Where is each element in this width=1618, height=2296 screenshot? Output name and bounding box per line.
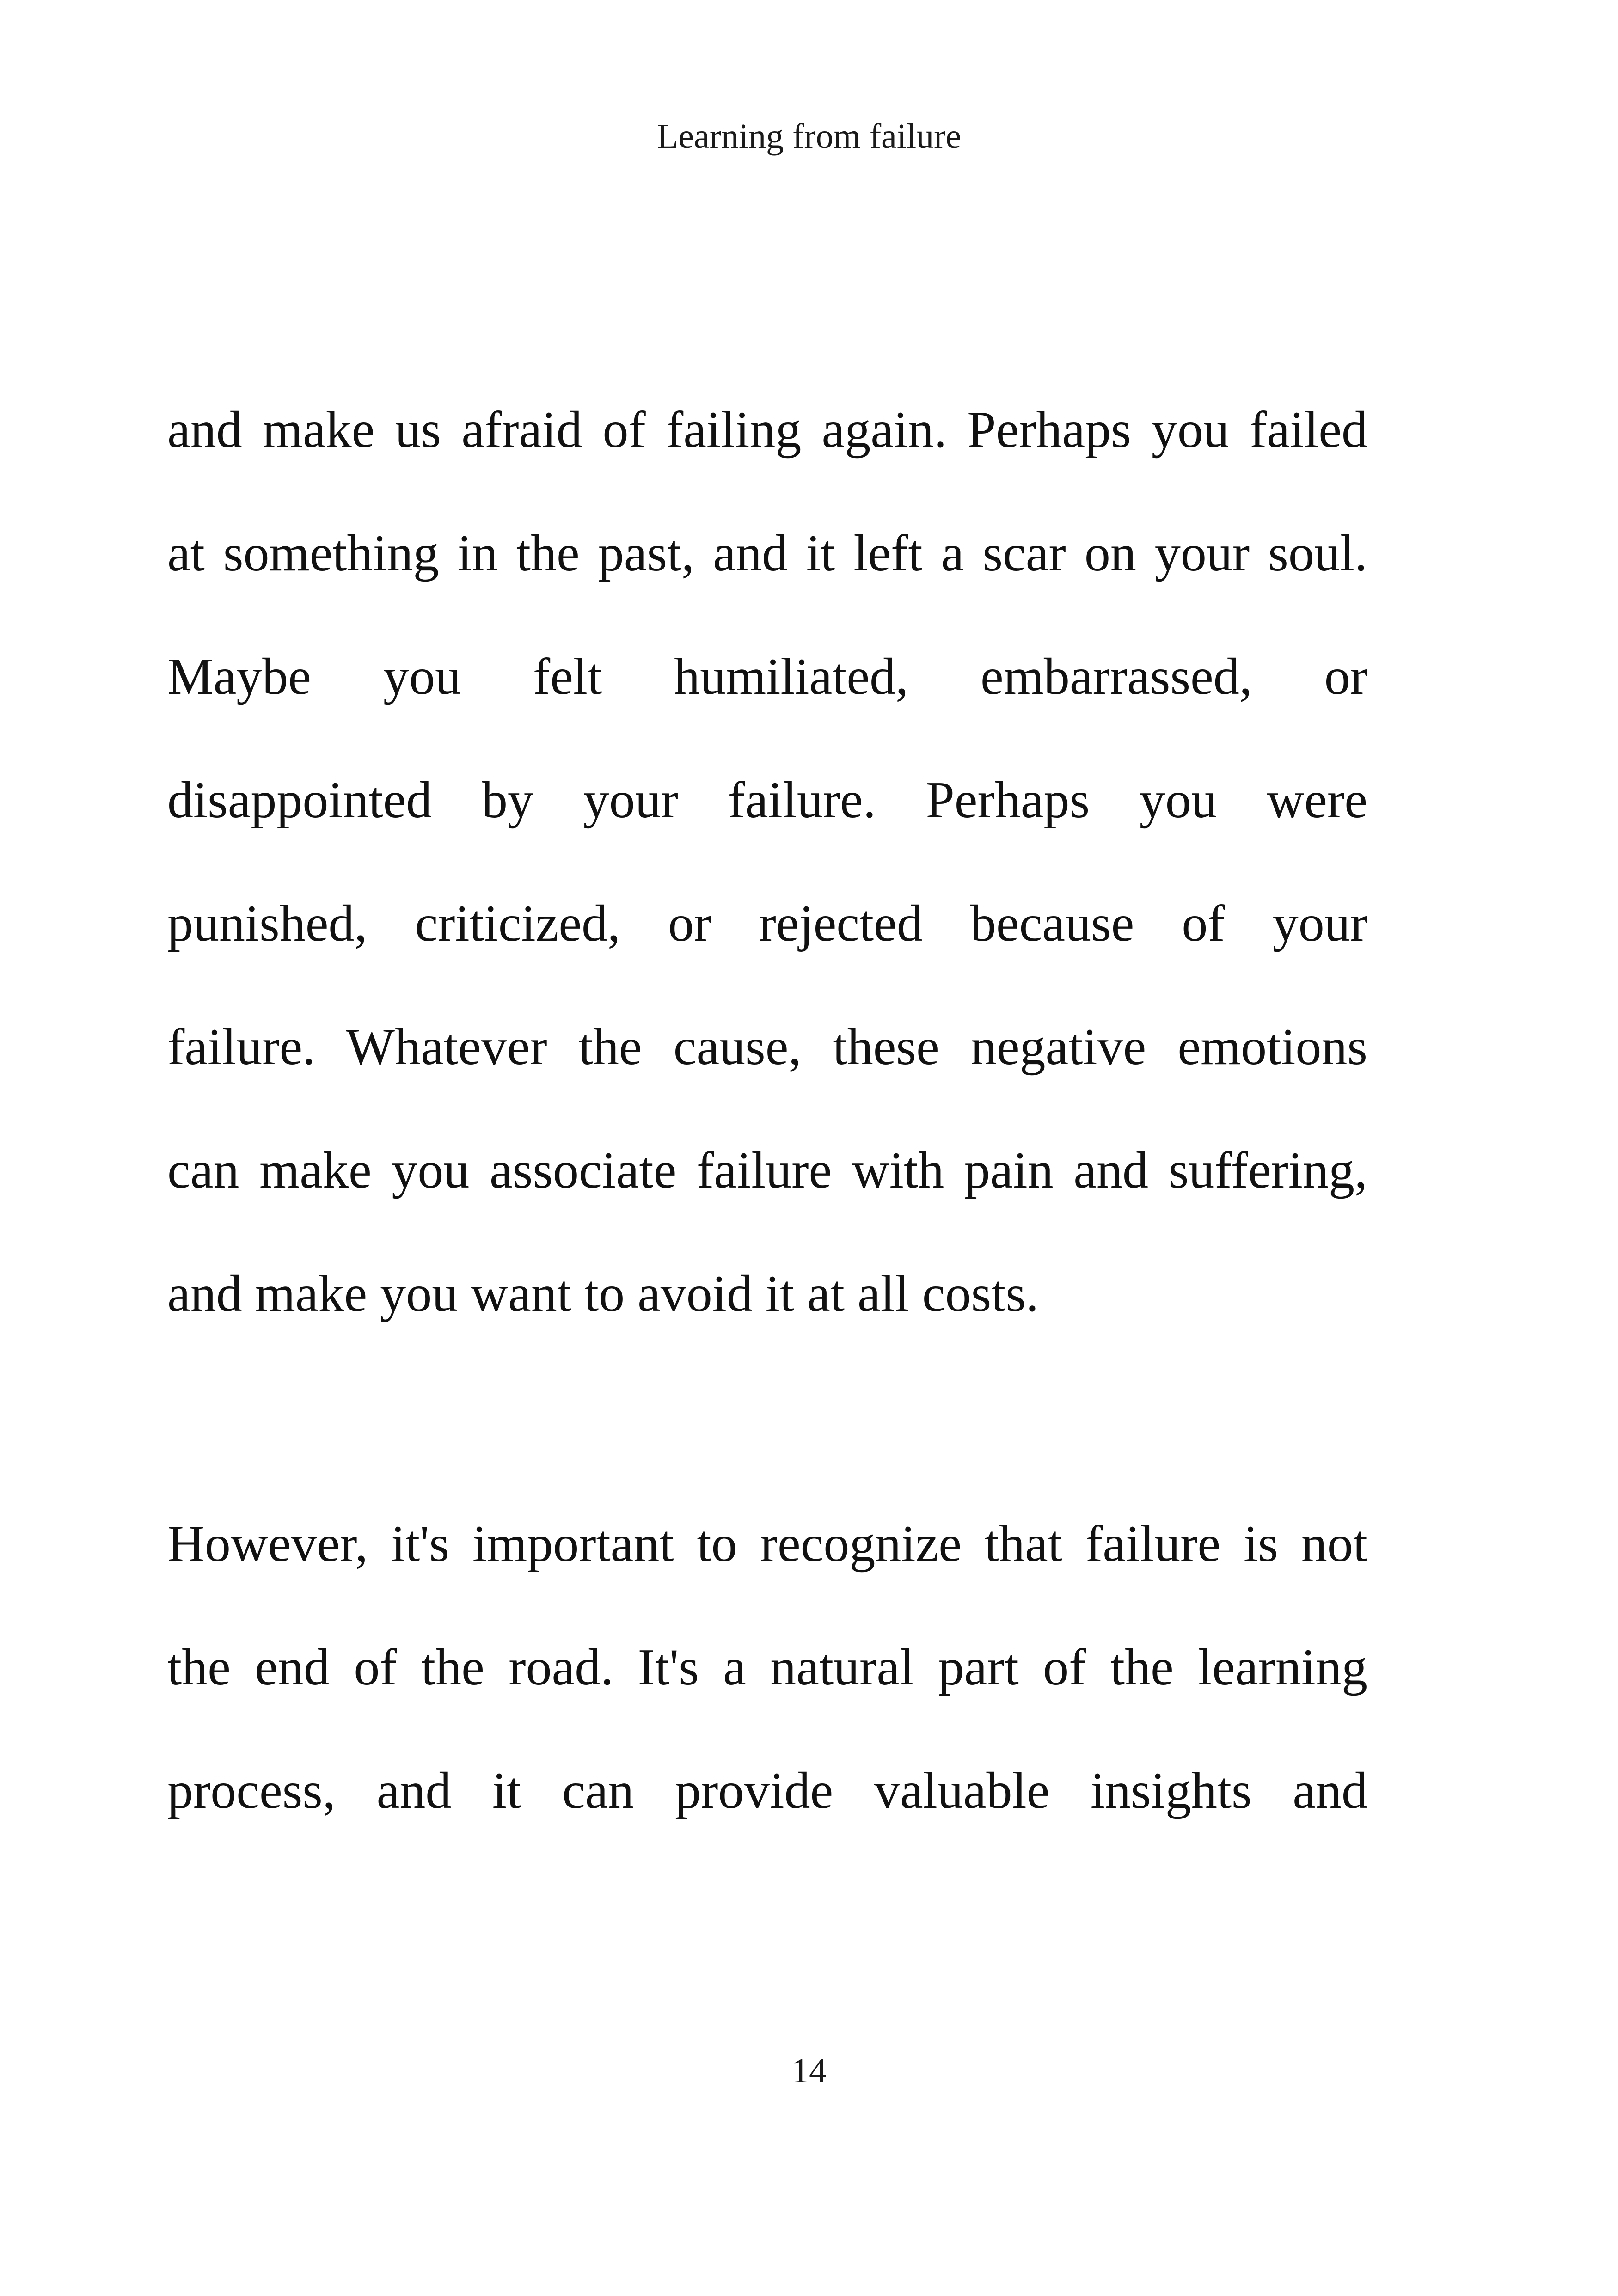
- paragraph-line: and make you want to avoid it at all costs.: [167, 1265, 1039, 1322]
- paragraph-line: failure. Whatever the cause, these negative emotions: [167, 1018, 1367, 1076]
- paragraph-line: can make you associate failure with pain and suffering,: [167, 1142, 1367, 1199]
- paragraph-line: disappointed by your failure. Perhaps you were: [167, 771, 1367, 829]
- running-header: Learning from failure: [656, 117, 962, 156]
- page-number: 14: [791, 2051, 827, 2090]
- paragraph-line: at something in the past, and it left a scar on your soul.: [167, 525, 1367, 582]
- paragraph-line: process, and it can provide valuable insights and: [167, 1762, 1367, 1819]
- paragraph-line: the end of the road. It's a natural part of the learning: [167, 1639, 1367, 1696]
- paragraph-line: punished, criticized, or rejected because of your: [167, 895, 1367, 952]
- paragraph-line: and make us afraid of failing again. Perhaps you failed: [167, 401, 1367, 459]
- paragraph-line: However, it's important to recognize that failure is not: [167, 1515, 1367, 1573]
- paragraph-line: Maybe you felt humiliated, embarrassed, or: [167, 648, 1367, 705]
